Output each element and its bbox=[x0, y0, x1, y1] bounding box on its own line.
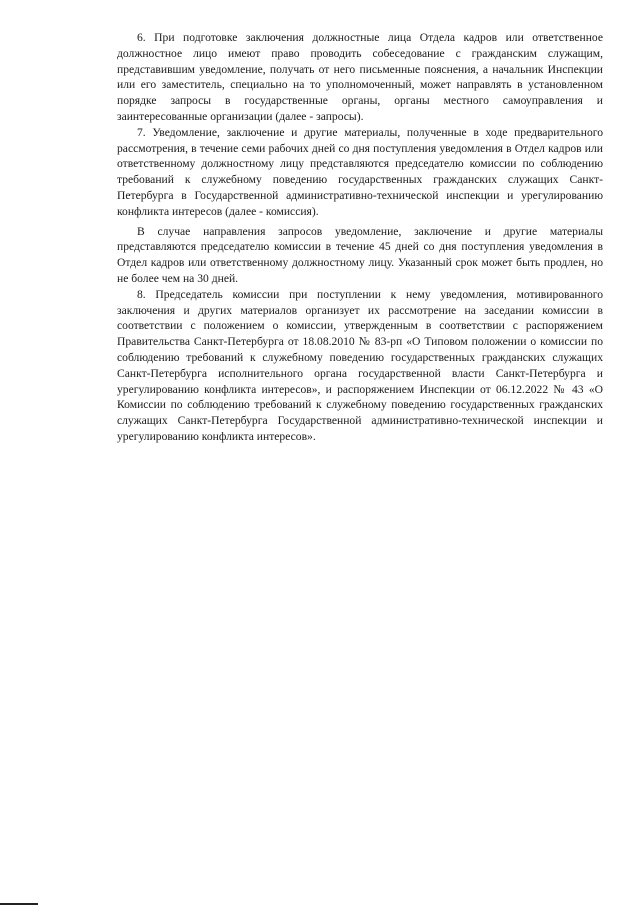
document-body bbox=[117, 30, 603, 445]
paragraph-8: 8. Председатель комиссии при поступлении к нему уведомления, мотивированного заключения и других материалов организует их рассмотрение на заседании комиссии в соответствии с положением о комиссии, утвержденным в соответствии с распоряжением Правительства Санкт-Петербурга от 18.08.2010 № 83-рп «О Типовом положении о комиссии по соблюдению требований к служебному поведению государственных гражданских служащих Санкт-Петербурга исполнительного органа государственной власти Санкт-Петербурга и урегулированию конфликта интересов», и распоряжением Инспекции от 06.12.2022 № 43 «О Комиссии по соблюдению требований к служебному поведению государственных гражданских служащих Санкт-Петербурга Государственной административно-технической инспекции и урегулированию конфликта интересов». bbox=[117, 287, 603, 443]
paragraph-6: 6. При подготовке заключения должностные лица Отдела кадров или ответственное должностное лицо имеют право проводить собеседование с гражданским служащим, представившим уведомление, получать от него письменные пояснения, а начальник Инспекции или его заместитель, специально на то уполномоченный, может направлять в установленном порядке запросы в государственные органы, органы местного самоуправления и заинтересованные организации (далее - запросы). bbox=[117, 31, 603, 123]
paragraph-7-continuation: В случае направления запросов уведомление, заключение и другие материалы представляются председателю комиссии в течение 45 дней со дня поступления уведомления в Отдел кадров или ответственному должностному лицу. Указанный срок может быть продлен, но не более чем на 30 дней. bbox=[117, 224, 603, 285]
paragraph-7: 7. Уведомление, заключение и другие материалы, полученные в ходе предварительного рассмотрения, в течение семи рабочих дней со дня поступления уведомления в Отдел кадров или ответственному должностному лицу представляются председателю комиссии по соблюдению требований к служебному поведению государственных гражданских служащих Санкт-Петербурга в Государственной административно-технической инспекции и урегулированию конфликта интересов (далее - комиссия). bbox=[117, 125, 603, 218]
